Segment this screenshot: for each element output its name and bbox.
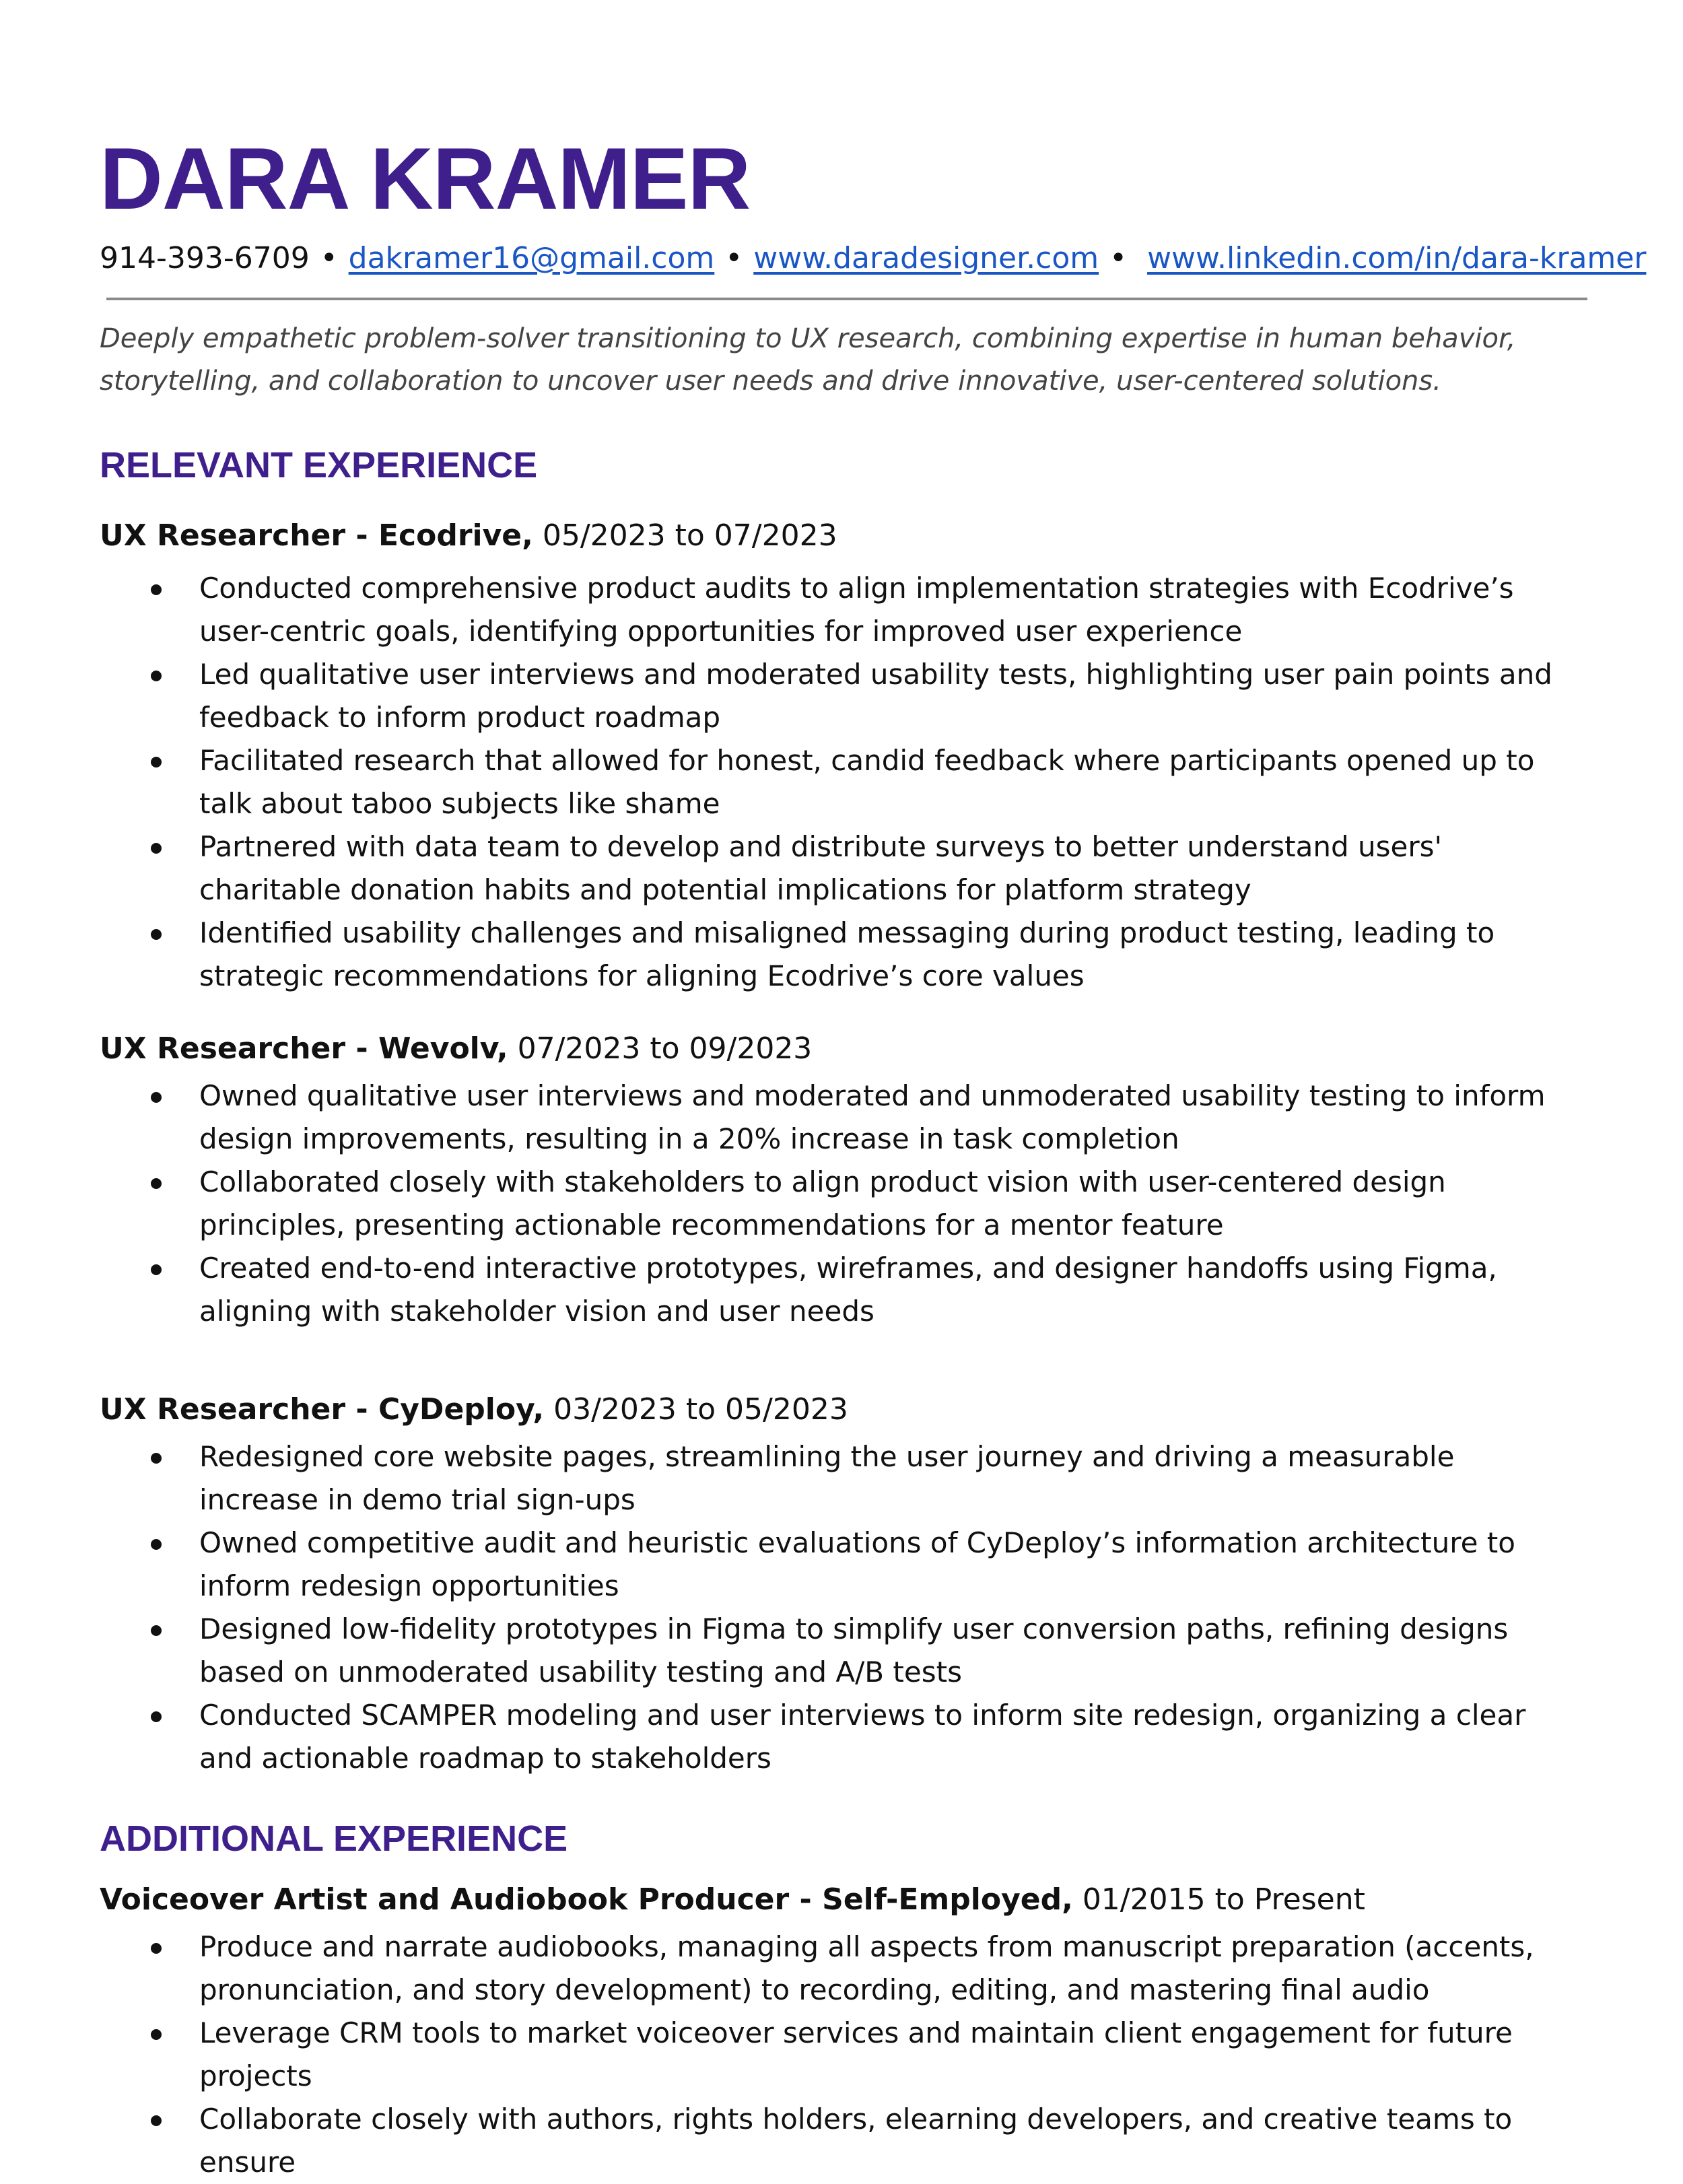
linkedin-link[interactable]: www.linkedin.com/in/dara-kramer <box>1147 241 1647 275</box>
job-title <box>100 514 1581 557</box>
job-role: Voiceover Artist and Audiobook Producer - Self-Employed, <box>100 1882 1073 1917</box>
bullet-text: Facilitated research that allowed for honest, candid feedback where participants opened up to talk about taboo subjects like shame <box>199 744 1535 820</box>
bullet-text: Redesigned core website pages, streamlining the user journey and driving a measurable increase in demo trial sign-ups <box>199 1440 1455 1516</box>
bullet-text: Led qualitative user interviews and moderated usability tests, highlighting user pain points and feedback to inform product roadmap <box>199 658 1552 734</box>
summary: Deeply empathetic problem-solver transitioning to UX research, combining expertise in human behavior, storytelling, and collaboration to uncover user needs and drive innovative, user-centered solutions. <box>100 323 1516 397</box>
bullet-text: Conducted comprehensive product audits to align implementation strategies with Ecodrive’s user-centric goals, identifying opportunities for improved user experience <box>199 572 1514 648</box>
job-role: UX Researcher - Ecodrive, <box>100 518 533 553</box>
bullet-icon <box>151 843 162 854</box>
separator: • <box>1109 241 1128 275</box>
list-item <box>100 912 1579 998</box>
list-item <box>100 1161 1579 1247</box>
bullet-icon <box>151 1453 162 1464</box>
job-dates: 05/2023 to 07/2023 <box>542 518 837 553</box>
bullet-text: Partnered with data team to develop and distribute surveys to better understand users' charitable donation habits and potential implications for platform strategy <box>199 830 1443 906</box>
separator: • <box>320 241 338 275</box>
bullet-icon <box>151 929 162 940</box>
list-item <box>100 739 1579 825</box>
bullet-icon <box>151 1178 162 1189</box>
bullet-text: Conducted SCAMPER modeling and user interviews to inform site redesign, organizing a clear and actionable roadmap to stakeholders <box>199 1699 1526 1775</box>
bullet-text: Leverage CRM tools to market voiceover services and maintain client engagement for future projects <box>199 2016 1513 2092</box>
job-title <box>100 1878 1581 1921</box>
job-dates: 03/2023 to 05/2023 <box>553 1392 848 1427</box>
job-dates: 07/2023 to 09/2023 <box>517 1031 813 1066</box>
bullet-list <box>100 1435 1581 1780</box>
job-role: UX Researcher - CyDeploy, <box>100 1392 545 1427</box>
job-entry-ecodrive <box>100 514 1581 998</box>
bullet-icon <box>151 1625 162 1636</box>
list-item <box>100 567 1579 653</box>
separator: • <box>725 241 743 275</box>
section-title-additional-experience: ADDITIONAL EXPERIENCE <box>100 1818 568 1859</box>
list-item <box>100 653 1579 739</box>
list-item <box>100 2098 1579 2184</box>
bullet-icon <box>151 1264 162 1275</box>
list-item <box>100 1435 1579 1522</box>
list-item <box>100 825 1579 912</box>
bullet-list <box>100 1925 1581 2184</box>
bullet-icon <box>151 671 162 681</box>
bullet-list <box>100 567 1581 998</box>
job-entry-voiceover <box>100 1878 1581 2184</box>
list-item <box>100 1608 1579 1694</box>
job-dates: 01/2015 to Present <box>1082 1882 1365 1917</box>
bullet-text: Created end-to-end interactive prototypes, wireframes, and designer handoffs using Figma, aligning with stakeholder vision and user needs <box>199 1252 1497 1328</box>
bullet-icon <box>151 757 162 767</box>
bullet-icon <box>151 1711 162 1722</box>
bullet-icon <box>151 1092 162 1103</box>
job-role: UX Researcher - Wevolv, <box>100 1031 508 1066</box>
bullet-icon <box>151 2029 162 2040</box>
list-item <box>100 1694 1579 1780</box>
bullet-icon <box>151 1943 162 1954</box>
job-title <box>100 1027 1581 1070</box>
list-item <box>100 2012 1579 2098</box>
bullet-text: Owned competitive audit and heuristic evaluations of CyDeploy’s information architecture to inform redesign opportunities <box>199 1526 1515 1602</box>
list-item <box>100 1247 1579 1333</box>
list-item <box>100 1074 1579 1161</box>
candidate-name: DARA KRAMER <box>100 129 751 228</box>
bullet-text: Collaborated closely with stakeholders to align product vision with user-centered design principles, presenting actionable recommendations for a mentor feature <box>199 1165 1446 1241</box>
job-title <box>100 1388 1581 1431</box>
section-title-relevant-experience: RELEVANT EXPERIENCE <box>100 445 538 485</box>
website-link[interactable]: www.daradesigner.com <box>753 241 1099 275</box>
divider <box>106 298 1587 300</box>
resume-page <box>100 128 1647 2184</box>
bullet-icon <box>151 1539 162 1550</box>
contact-line <box>100 238 1647 279</box>
bullet-icon <box>151 584 162 595</box>
job-entry-cydeploy <box>100 1388 1581 1780</box>
bullet-list <box>100 1074 1581 1333</box>
bullet-text: Collaborate closely with authors, rights holders, elearning developers, and creative teams to ensure <box>199 2103 1513 2179</box>
list-item <box>100 1925 1579 2012</box>
bullet-text: Produce and narrate audiobooks, managing all aspects from manuscript preparation (accents, pronunciation, and story development) to recording, editing, and mastering final audio <box>199 1930 1534 2006</box>
bullet-text: Identified usability challenges and misaligned messaging during product testing, leading to strategic recommendations for aligning Ecodrive’s core values <box>199 916 1495 992</box>
email-link[interactable]: dakramer16@gmail.com <box>348 241 715 275</box>
list-item <box>100 1522 1579 1608</box>
bullet-icon <box>151 2115 162 2126</box>
bullet-text: Designed low-fidelity prototypes in Figma to simplify user conversion paths, refining designs based on unmoderated usability testing and A/B tests <box>199 1612 1509 1688</box>
phone-number: 914-393-6709 <box>100 241 310 275</box>
job-entry-wevolv <box>100 1027 1581 1333</box>
bullet-text: Owned qualitative user interviews and moderated and unmoderated usability testing to inform design improvements, resulting in a 20% increase in task completion <box>199 1079 1546 1155</box>
